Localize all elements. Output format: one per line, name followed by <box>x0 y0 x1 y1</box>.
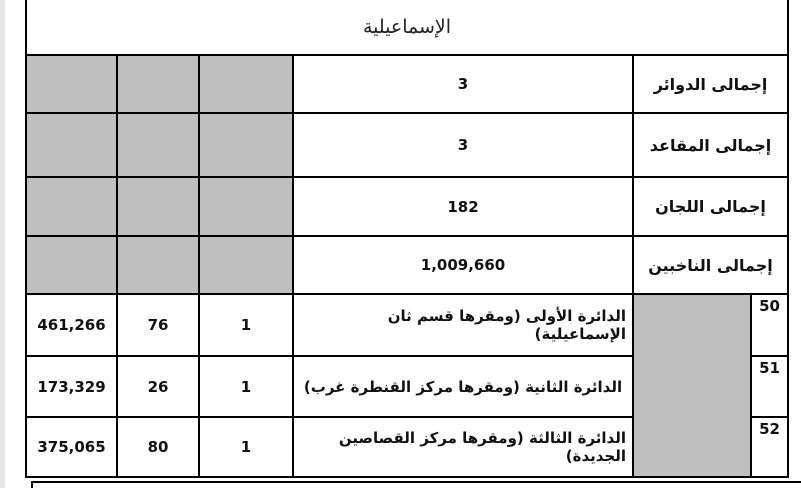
district-seats: 1 <box>200 357 294 418</box>
district-serial: 50 <box>752 295 789 357</box>
empty-shaded-cell <box>200 56 294 114</box>
district-seats: 1 <box>200 295 294 357</box>
empty-shaded-cell <box>27 178 118 237</box>
district-name: الدائرة الأولى (ومقرها قسم ثان الإسماعيلية) <box>294 295 634 357</box>
empty-shaded-cell <box>27 114 118 178</box>
empty-shaded-cell <box>118 178 200 237</box>
district-voters: 461,266 <box>27 295 118 357</box>
district-voters: 173,329 <box>27 357 118 418</box>
page-left-edge <box>0 0 5 488</box>
district-committees: 26 <box>118 357 200 418</box>
summary-value-districts: 3 <box>294 56 634 114</box>
empty-shaded-cell <box>118 114 200 178</box>
empty-shaded-cell <box>200 114 294 178</box>
empty-shaded-cell <box>118 237 200 295</box>
district-committees: 80 <box>118 418 200 478</box>
empty-shaded-cell <box>200 178 294 237</box>
empty-shaded-cell <box>200 237 294 295</box>
district-name: الدائرة الثالثة (ومقرها مركز القصاصين الجديدة) <box>294 418 634 478</box>
empty-shaded-cell <box>27 237 118 295</box>
summary-value-seats: 3 <box>294 114 634 178</box>
summary-value-committees: 182 <box>294 178 634 237</box>
empty-shaded-cell <box>118 56 200 114</box>
summary-label-committees: إجمالى اللجان <box>634 178 789 237</box>
summary-label-voters: إجمالى الناخبين <box>634 237 789 295</box>
district-serial: 52 <box>752 418 789 478</box>
table-title: الإسماعيلية <box>27 0 789 56</box>
district-voters: 375,065 <box>27 418 118 478</box>
next-table-partial-row <box>31 481 801 488</box>
district-serial: 51 <box>752 357 789 418</box>
district-seats: 1 <box>200 418 294 478</box>
summary-label-districts: إجمالى الدوائر <box>634 56 789 114</box>
governorate-table <box>25 0 789 478</box>
empty-shaded-merged-cell <box>634 295 752 478</box>
empty-shaded-cell <box>27 56 118 114</box>
summary-label-seats: إجمالى المقاعد <box>634 114 789 178</box>
district-committees: 76 <box>118 295 200 357</box>
district-name: الدائرة الثانية (ومقرها مركز القنطرة غرب) <box>294 357 634 418</box>
summary-value-voters: 1,009,660 <box>294 237 634 295</box>
